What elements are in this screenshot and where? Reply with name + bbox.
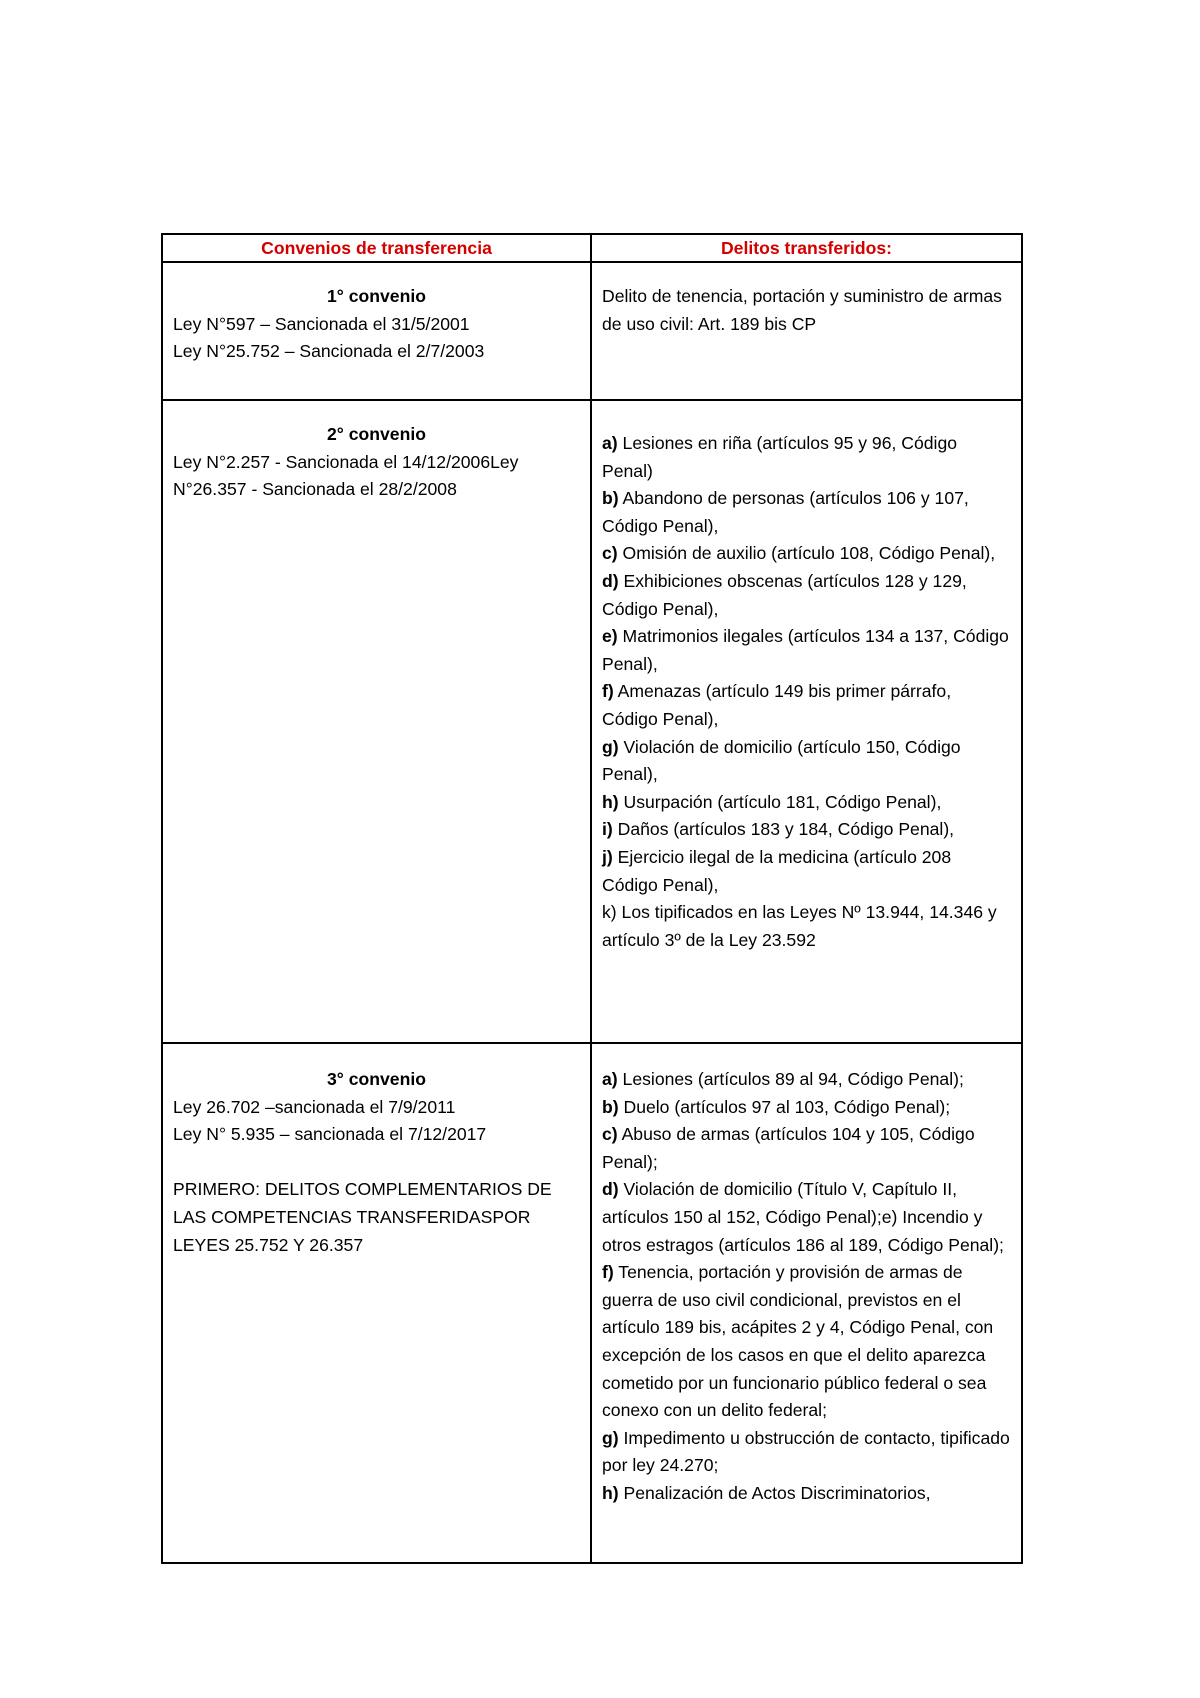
agreement-2-crime-item-letter: e) bbox=[602, 626, 618, 647]
table-row-agreement-1 bbox=[162, 262, 1022, 400]
agreement-2-laws: Ley N°2.257 - Sancionada el 14/12/2006Ley N°26.357 - Sancionada el 28/2/2008 bbox=[173, 451, 519, 500]
agreement-3-crime-item-letter: b) bbox=[602, 1096, 619, 1117]
header-crimes: Delitos transferidos: bbox=[591, 234, 1022, 262]
agreement-2-crime-item-letter: i) bbox=[602, 819, 613, 840]
agreement-2-crime-item bbox=[602, 485, 1011, 540]
agreement-2-crime-item-letter: c) bbox=[602, 543, 618, 564]
agreement-3-title: 3° convenio bbox=[327, 1069, 426, 1089]
agreement-1-crimes: Delito de tenencia, portación y suministro de armas de uso civil: Art. 189 bis CP bbox=[602, 286, 1002, 334]
agreement-3-crime-item-letter: h) bbox=[602, 1482, 619, 1503]
agreement-3-cell bbox=[162, 1043, 591, 1563]
agreement-2-crime-item bbox=[602, 623, 1011, 678]
agreement-2-cell bbox=[162, 400, 591, 1043]
agreement-2-crime-item bbox=[602, 430, 1011, 485]
agreement-3-crime-item-text: Penalización de Actos Discriminatorios, bbox=[618, 1482, 931, 1503]
agreement-2-crime-item-text: Exhibiciones obscenas (artículos 128 y 129, Código Penal), bbox=[602, 570, 967, 619]
agreement-3-crime-item-text: Duelo (artículos 97 al 103, Código Penal); bbox=[618, 1096, 951, 1117]
agreement-3-crime-item-text: Tenencia, portación y provisión de armas de guerra de uso civil condicional, previstos en el artículo 189 bis, acápites 2 y 4, Código Penal, con excepción de los casos en que el delito aparezca cometido por un funcionario público federal o sea conexo con un delito federal; bbox=[602, 1262, 994, 1421]
agreement-2-crime-item-text: Usurpación (artículo 181, Código Penal), bbox=[618, 791, 942, 812]
agreement-1-cell bbox=[162, 262, 591, 400]
agreement-2-crime-item bbox=[602, 678, 1011, 733]
agreement-3-note: PRIMERO: DELITOS COMPLEMENTARIOS DE LAS COMPETENCIAS TRANSFERIDASPOR LEYES 25.752 Y 26.357 bbox=[173, 1179, 552, 1255]
agreement-3-crime-item-letter: a) bbox=[602, 1069, 618, 1089]
table-row-agreement-3 bbox=[162, 1043, 1022, 1563]
agreement-2-crime-item bbox=[602, 816, 1011, 844]
agreement-2-crime-item bbox=[602, 734, 1011, 789]
agreement-2-crime-item-letter: g) bbox=[602, 736, 619, 757]
agreement-3-crimes-cell bbox=[591, 1043, 1022, 1563]
agreement-2-crime-item-letter: f) bbox=[602, 681, 614, 702]
agreement-2-crime-item bbox=[602, 540, 1011, 568]
agreement-3-crime-item-letter: f) bbox=[602, 1262, 614, 1283]
header-agreements: Convenios de transferencia bbox=[162, 234, 591, 262]
agreement-2-crime-item-text: Amenazas (artículo 149 bis primer párrafo, Código Penal), bbox=[602, 681, 952, 729]
agreement-2-crime-item bbox=[602, 789, 1011, 817]
agreement-2-crime-item-text: Ejercicio ilegal de la medicina (artículo 208 Código Penal), bbox=[602, 846, 952, 895]
agreement-2-crime-item-letter: a) bbox=[602, 433, 618, 453]
agreement-3-crime-item-text: Impedimento u obstrucción de contacto, tipificado por ley 24.270; bbox=[602, 1427, 1010, 1476]
agreement-3-crime-item bbox=[602, 1259, 1011, 1425]
agreement-2-crime-item-text: Omisión de auxilio (artículo 108, Código Penal), bbox=[617, 543, 996, 564]
agreement-2-crime-item-letter: d) bbox=[602, 570, 619, 591]
agreement-3-crime-item bbox=[602, 1176, 1011, 1259]
agreement-2-crime-item-letter: b) bbox=[602, 488, 619, 509]
agreement-3-crime-item-text: Lesiones (artículos 89 al 94, Código Penal); bbox=[617, 1069, 964, 1089]
table-row-agreement-2 bbox=[162, 400, 1022, 1043]
agreement-3-crime-item-letter: d) bbox=[602, 1179, 619, 1200]
agreement-2-crime-item-text: Violación de domicilio (artículo 150, Código Penal), bbox=[602, 736, 961, 785]
table-header-row bbox=[162, 234, 1022, 262]
agreement-3-crime-item-text: Violación de domicilio (Título V, Capítulo II, artículos 150 al 152, Código Penal);e) Incendio y otros estragos (artículos 186 al 189, Código Penal); bbox=[602, 1179, 1004, 1255]
agreement-3-crime-item bbox=[602, 1066, 1011, 1094]
agreement-2-crime-item-letter: j) bbox=[602, 846, 613, 867]
agreement-3-crime-item-letter: g) bbox=[602, 1427, 619, 1448]
agreement-3-law-2: Ley N° 5.935 – sancionada el 7/12/2017 bbox=[173, 1124, 487, 1145]
agreement-2-crime-list bbox=[602, 430, 1011, 954]
agreement-3-law-1: Ley 26.702 –sancionada el 7/9/2011 bbox=[173, 1096, 456, 1117]
agreement-2-crime-item bbox=[602, 899, 1011, 954]
agreement-2-crime-item-text: Abandono de personas (artículos 106 y 107, Código Penal), bbox=[602, 488, 969, 536]
agreement-1-law-1: Ley N°597 – Sancionada el 31/5/2001 bbox=[173, 313, 470, 334]
agreement-2-title: 2° convenio bbox=[327, 424, 426, 444]
agreement-2-crime-item-letter: h) bbox=[602, 791, 619, 812]
agreement-2-crime-item-text: Daños (artículos 183 y 184, Código Penal), bbox=[612, 819, 955, 840]
agreement-2-crimes-cell bbox=[591, 400, 1022, 1043]
agreement-3-crime-item bbox=[602, 1094, 1011, 1122]
transfer-agreements-table bbox=[161, 233, 1023, 1564]
agreement-3-crime-item-letter: c) bbox=[602, 1124, 618, 1145]
agreement-3-crime-item bbox=[602, 1121, 1011, 1176]
agreement-2-crime-item-text: k) Los tipificados en las Leyes Nº 13.944, 14.346 y artículo 3º de la Ley 23.592 bbox=[602, 902, 997, 950]
agreement-1-title: 1° convenio bbox=[327, 286, 426, 306]
agreement-3-crime-item bbox=[602, 1425, 1011, 1480]
spacer bbox=[173, 1149, 580, 1177]
agreement-2-crime-item-text: Lesiones en riña (artículos 95 y 96, Código Penal) bbox=[602, 433, 958, 481]
agreement-1-crimes-cell bbox=[591, 262, 1022, 400]
agreement-3-crime-item bbox=[602, 1480, 1011, 1508]
agreement-3-crime-item-text: Abuso de armas (artículos 104 y 105, Código Penal); bbox=[602, 1124, 975, 1172]
agreement-3-crime-list bbox=[602, 1066, 1011, 1508]
agreement-2-crime-item bbox=[602, 844, 1011, 899]
agreement-2-crime-item bbox=[602, 568, 1011, 623]
agreement-2-crime-item-text: Matrimonios ilegales (artículos 134 a 137, Código Penal), bbox=[602, 626, 1009, 674]
agreement-1-law-2: Ley N°25.752 – Sancionada el 2/7/2003 bbox=[173, 341, 485, 362]
